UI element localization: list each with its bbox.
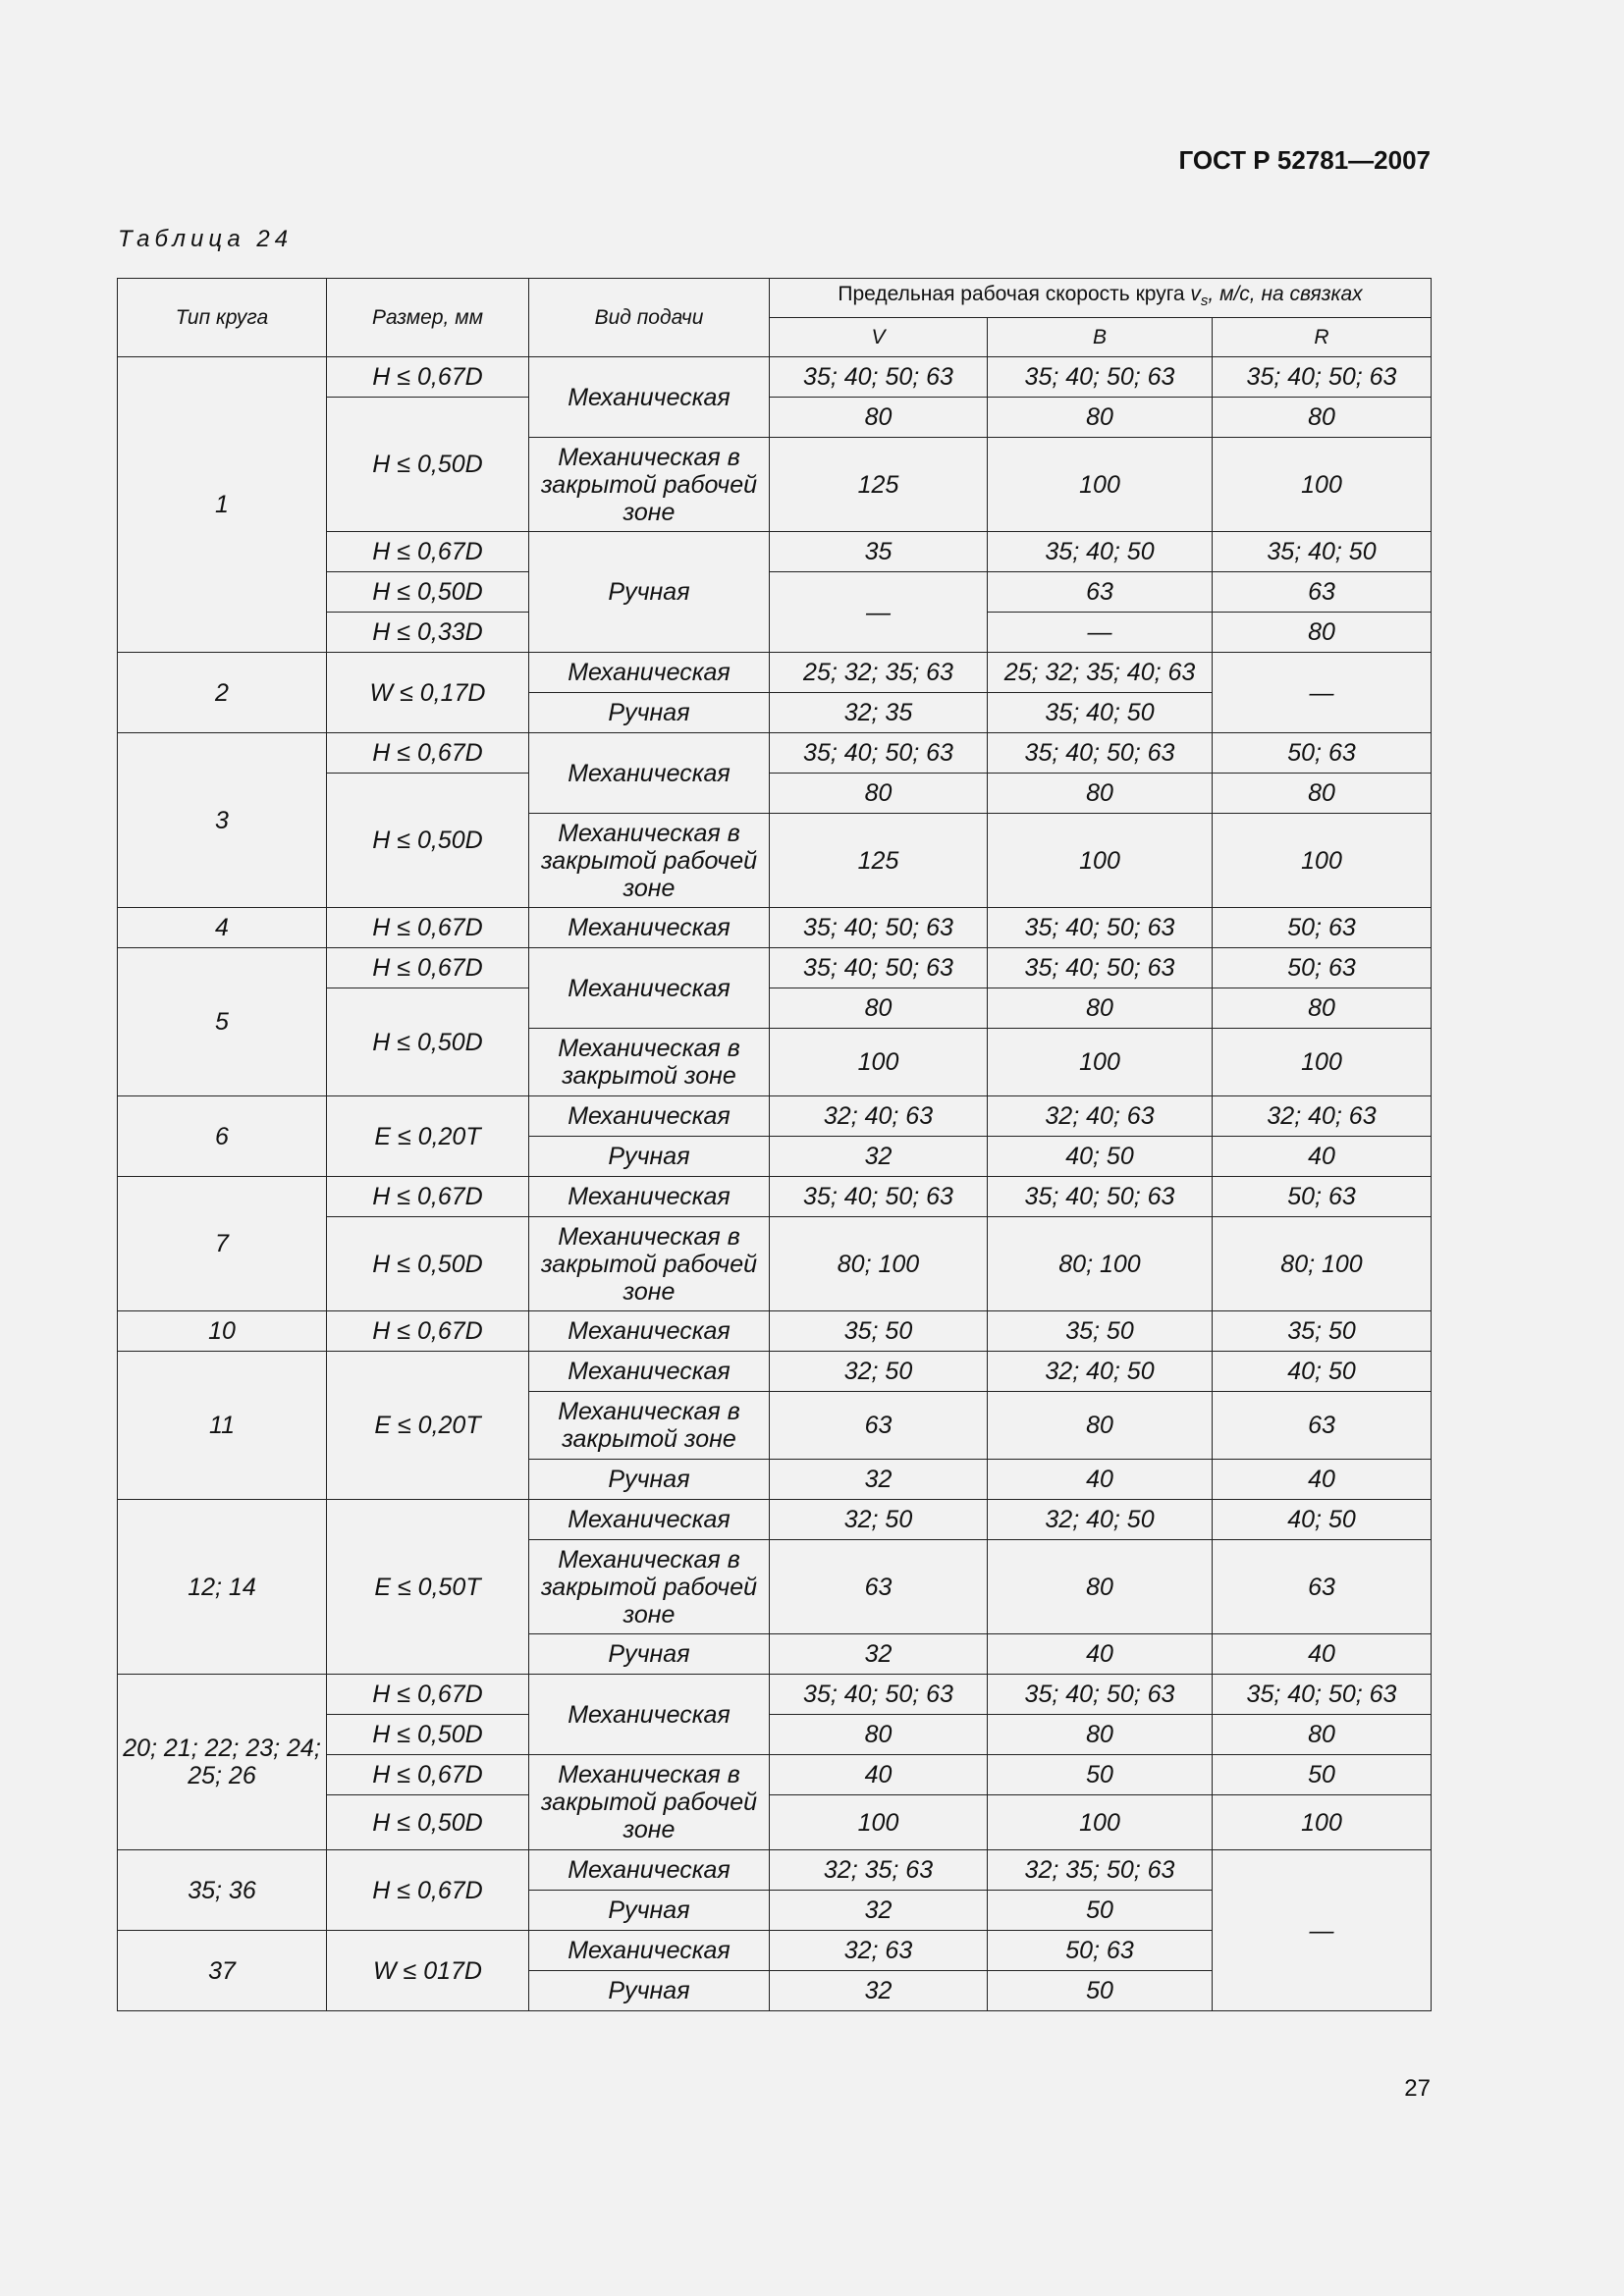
- table-row: [118, 1096, 1432, 1137]
- header-type: Тип круга: [118, 279, 327, 357]
- cell-feed: Механическая: [529, 948, 770, 1029]
- table-caption: Таблица 24: [118, 226, 294, 252]
- table-row: [118, 1177, 1432, 1217]
- cell-feed: Ручная: [529, 1971, 770, 2011]
- cell-feed: Механическая: [529, 1675, 770, 1755]
- cell-b: 32; 40; 50: [988, 1352, 1213, 1392]
- cell-r: 100: [1213, 1795, 1432, 1850]
- table-row: [118, 357, 1432, 398]
- cell-v: 32; 50: [770, 1500, 988, 1540]
- cell-type: 4: [118, 908, 327, 948]
- cell-r: 32; 40; 63: [1213, 1096, 1432, 1137]
- cell-feed: Механическая в закрытой рабочей зоне: [529, 1755, 770, 1850]
- cell-type: 5: [118, 948, 327, 1096]
- cell-type: 3: [118, 733, 327, 908]
- cell-b: 32; 40; 50: [988, 1500, 1213, 1540]
- cell-r: 50; 63: [1213, 1177, 1432, 1217]
- cell-v: 100: [770, 1795, 988, 1850]
- cell-feed: Ручная: [529, 693, 770, 733]
- cell-type: 11: [118, 1352, 327, 1500]
- cell-r: 100: [1213, 814, 1432, 908]
- cell-type: 6: [118, 1096, 327, 1177]
- cell-size: H ≤ 0,50D: [327, 988, 529, 1096]
- cell-feed: Ручная: [529, 1634, 770, 1675]
- cell-b: 35; 50: [988, 1311, 1213, 1352]
- cell-v: 80: [770, 988, 988, 1029]
- cell-feed: Механическая: [529, 357, 770, 438]
- cell-v: 125: [770, 438, 988, 532]
- cell-b: 40; 50: [988, 1137, 1213, 1177]
- cell-v: 32: [770, 1460, 988, 1500]
- cell-feed: Механическая: [529, 1850, 770, 1891]
- cell-b: 100: [988, 1795, 1213, 1850]
- cell-v: 32; 50: [770, 1352, 988, 1392]
- cell-size: E ≤ 0,50T: [327, 1500, 529, 1675]
- header-feed: Вид подачи: [529, 279, 770, 357]
- cell-feed: Механическая: [529, 1177, 770, 1217]
- cell-r: 50; 63: [1213, 908, 1432, 948]
- cell-size: H ≤ 0,50D: [327, 774, 529, 908]
- cell-r: 35; 40; 50; 63: [1213, 1675, 1432, 1715]
- cell-r: 80; 100: [1213, 1217, 1432, 1311]
- page-number: 27: [1404, 2075, 1431, 2102]
- cell-b: 25; 32; 35; 40; 63: [988, 653, 1213, 693]
- cell-feed: Механическая: [529, 908, 770, 948]
- cell-r: 80: [1213, 774, 1432, 814]
- cell-feed: Механическая: [529, 1500, 770, 1540]
- cell-b: 80: [988, 1392, 1213, 1460]
- cell-v: —: [770, 572, 988, 653]
- cell-b: 35; 40; 50; 63: [988, 357, 1213, 398]
- cell-b: 32; 35; 50; 63: [988, 1850, 1213, 1891]
- cell-feed: Механическая в закрытой зоне: [529, 1392, 770, 1460]
- table-row: [118, 1675, 1432, 1715]
- table-row: [118, 1500, 1432, 1540]
- cell-b: 32; 40; 63: [988, 1096, 1213, 1137]
- cell-r: 35; 50: [1213, 1311, 1432, 1352]
- cell-v: 80: [770, 1715, 988, 1755]
- cell-size: H ≤ 0,67D: [327, 1850, 529, 1931]
- cell-feed: Механическая в закрытой рабочей зоне: [529, 1217, 770, 1311]
- cell-v: 32: [770, 1971, 988, 2011]
- header-speed: Предельная рабочая скорость круга $v_s$, м/с, на связках: [770, 279, 1432, 318]
- cell-size: H ≤ 0,67D: [327, 1311, 529, 1352]
- cell-b: 100: [988, 438, 1213, 532]
- cell-r: 63: [1213, 1540, 1432, 1634]
- cell-feed: Ручная: [529, 532, 770, 653]
- cell-type: 35; 36: [118, 1850, 327, 1931]
- cell-feed: Механическая в закрытой рабочей зоне: [529, 1540, 770, 1634]
- cell-r: 35; 40; 50: [1213, 532, 1432, 572]
- cell-type: 12; 14: [118, 1500, 327, 1675]
- cell-r: 40; 50: [1213, 1500, 1432, 1540]
- cell-b: 40: [988, 1634, 1213, 1675]
- cell-r: 63: [1213, 1392, 1432, 1460]
- cell-size: E ≤ 0,20T: [327, 1096, 529, 1177]
- cell-size: W ≤ 017D: [327, 1931, 529, 2011]
- cell-type: 20; 21; 22; 23; 24; 25; 26: [118, 1675, 327, 1850]
- cell-b: 35; 40; 50; 63: [988, 948, 1213, 988]
- cell-feed: Механическая: [529, 1931, 770, 1971]
- table-row: [118, 908, 1432, 948]
- cell-b: 80: [988, 988, 1213, 1029]
- cell-type: 10: [118, 1311, 327, 1352]
- table-row: [118, 1352, 1432, 1392]
- cell-v: 63: [770, 1392, 988, 1460]
- cell-feed: Механическая в закрытой рабочей зоне: [529, 814, 770, 908]
- speed-table: [117, 278, 1432, 2011]
- cell-v: 80; 100: [770, 1217, 988, 1311]
- cell-r: 63: [1213, 572, 1432, 613]
- cell-feed: Механическая: [529, 1311, 770, 1352]
- cell-r: 80: [1213, 988, 1432, 1029]
- cell-size: H ≤ 0,50D: [327, 1715, 529, 1755]
- cell-v: 125: [770, 814, 988, 908]
- cell-b: 100: [988, 1029, 1213, 1096]
- cell-b: 35; 40; 50: [988, 693, 1213, 733]
- cell-v: 25; 32; 35; 63: [770, 653, 988, 693]
- cell-size: H ≤ 0,67D: [327, 1177, 529, 1217]
- cell-size: H ≤ 0,67D: [327, 948, 529, 988]
- cell-r: 40; 50: [1213, 1352, 1432, 1392]
- cell-feed: Механическая в закрытой зоне: [529, 1029, 770, 1096]
- cell-v: 35; 40; 50; 63: [770, 908, 988, 948]
- cell-feed: Механическая в закрытой рабочей зоне: [529, 438, 770, 532]
- cell-feed: Ручная: [529, 1460, 770, 1500]
- cell-v: 32; 35; 63: [770, 1850, 988, 1891]
- table-row: [118, 653, 1432, 693]
- cell-b: 35; 40; 50; 63: [988, 908, 1213, 948]
- header-bond-r: R: [1213, 318, 1432, 357]
- cell-b: 80; 100: [988, 1217, 1213, 1311]
- cell-size: E ≤ 0,20T: [327, 1352, 529, 1500]
- cell-size: H ≤ 0,67D: [327, 532, 529, 572]
- cell-r: 100: [1213, 1029, 1432, 1096]
- cell-size: H ≤ 0,67D: [327, 1755, 529, 1795]
- cell-v: 32; 35: [770, 693, 988, 733]
- cell-type: 7: [118, 1177, 327, 1311]
- header-bond-b: B: [988, 318, 1213, 357]
- cell-v: 35; 40; 50; 63: [770, 948, 988, 988]
- cell-b: 35; 40; 50; 63: [988, 733, 1213, 774]
- cell-r: 40: [1213, 1634, 1432, 1675]
- cell-v: 80: [770, 774, 988, 814]
- cell-r: 80: [1213, 1715, 1432, 1755]
- table-row: [118, 1311, 1432, 1352]
- cell-feed: Механическая: [529, 1096, 770, 1137]
- cell-b: 80: [988, 774, 1213, 814]
- cell-r: 35; 40; 50; 63: [1213, 357, 1432, 398]
- header-size: Размер, мм: [327, 279, 529, 357]
- cell-v: 32: [770, 1891, 988, 1931]
- cell-size: H ≤ 0,67D: [327, 1675, 529, 1715]
- cell-b: 100: [988, 814, 1213, 908]
- header-bond-v: V: [770, 318, 988, 357]
- cell-v: 32: [770, 1634, 988, 1675]
- cell-r: —: [1213, 1850, 1432, 2011]
- cell-size: H ≤ 0,50D: [327, 1795, 529, 1850]
- cell-v: 80: [770, 398, 988, 438]
- cell-v: 100: [770, 1029, 988, 1096]
- cell-size: W ≤ 0,17D: [327, 653, 529, 733]
- cell-feed: Ручная: [529, 1891, 770, 1931]
- cell-b: 80: [988, 398, 1213, 438]
- cell-v: 35; 40; 50; 63: [770, 733, 988, 774]
- cell-r: 100: [1213, 438, 1432, 532]
- cell-r: 50; 63: [1213, 733, 1432, 774]
- cell-b: 50: [988, 1891, 1213, 1931]
- cell-r: 50; 63: [1213, 948, 1432, 988]
- cell-v: 35; 40; 50; 63: [770, 1675, 988, 1715]
- table-row: [118, 948, 1432, 988]
- cell-b: 80: [988, 1540, 1213, 1634]
- cell-r: 40: [1213, 1137, 1432, 1177]
- cell-v: 32; 63: [770, 1931, 988, 1971]
- cell-r: 40: [1213, 1460, 1432, 1500]
- cell-feed: Механическая: [529, 733, 770, 814]
- cell-b: 35; 40; 50; 63: [988, 1177, 1213, 1217]
- cell-b: 80: [988, 1715, 1213, 1755]
- cell-b: 50: [988, 1755, 1213, 1795]
- cell-b: 63: [988, 572, 1213, 613]
- cell-feed: Ручная: [529, 1137, 770, 1177]
- cell-size: H ≤ 0,50D: [327, 1217, 529, 1311]
- table-row: [118, 733, 1432, 774]
- cell-type: 37: [118, 1931, 327, 2011]
- cell-size: H ≤ 0,33D: [327, 613, 529, 653]
- table-row: [118, 1850, 1432, 1891]
- cell-v: 35; 40; 50; 63: [770, 1177, 988, 1217]
- cell-type: 1: [118, 357, 327, 653]
- cell-v: 40: [770, 1755, 988, 1795]
- cell-r: 50: [1213, 1755, 1432, 1795]
- document-code: ГОСТ Р 52781—2007: [1178, 145, 1431, 175]
- cell-size: H ≤ 0,67D: [327, 733, 529, 774]
- cell-r: 80: [1213, 613, 1432, 653]
- cell-size: H ≤ 0,67D: [327, 357, 529, 398]
- cell-v: 63: [770, 1540, 988, 1634]
- cell-r: 80: [1213, 398, 1432, 438]
- cell-feed: Механическая: [529, 653, 770, 693]
- cell-v: 32; 40; 63: [770, 1096, 988, 1137]
- cell-v: 35; 40; 50; 63: [770, 357, 988, 398]
- cell-size: H ≤ 0,67D: [327, 908, 529, 948]
- cell-b: 40: [988, 1460, 1213, 1500]
- cell-size: H ≤ 0,50D: [327, 572, 529, 613]
- cell-b: 35; 40; 50: [988, 532, 1213, 572]
- cell-r: —: [1213, 653, 1432, 733]
- cell-v: 32: [770, 1137, 988, 1177]
- cell-feed: Механическая: [529, 1352, 770, 1392]
- cell-b: 35; 40; 50; 63: [988, 1675, 1213, 1715]
- cell-b: —: [988, 613, 1213, 653]
- cell-type: 2: [118, 653, 327, 733]
- cell-size: H ≤ 0,50D: [327, 398, 529, 532]
- cell-v: 35: [770, 532, 988, 572]
- cell-b: 50: [988, 1971, 1213, 2011]
- cell-v: 35; 50: [770, 1311, 988, 1352]
- cell-b: 50; 63: [988, 1931, 1213, 1971]
